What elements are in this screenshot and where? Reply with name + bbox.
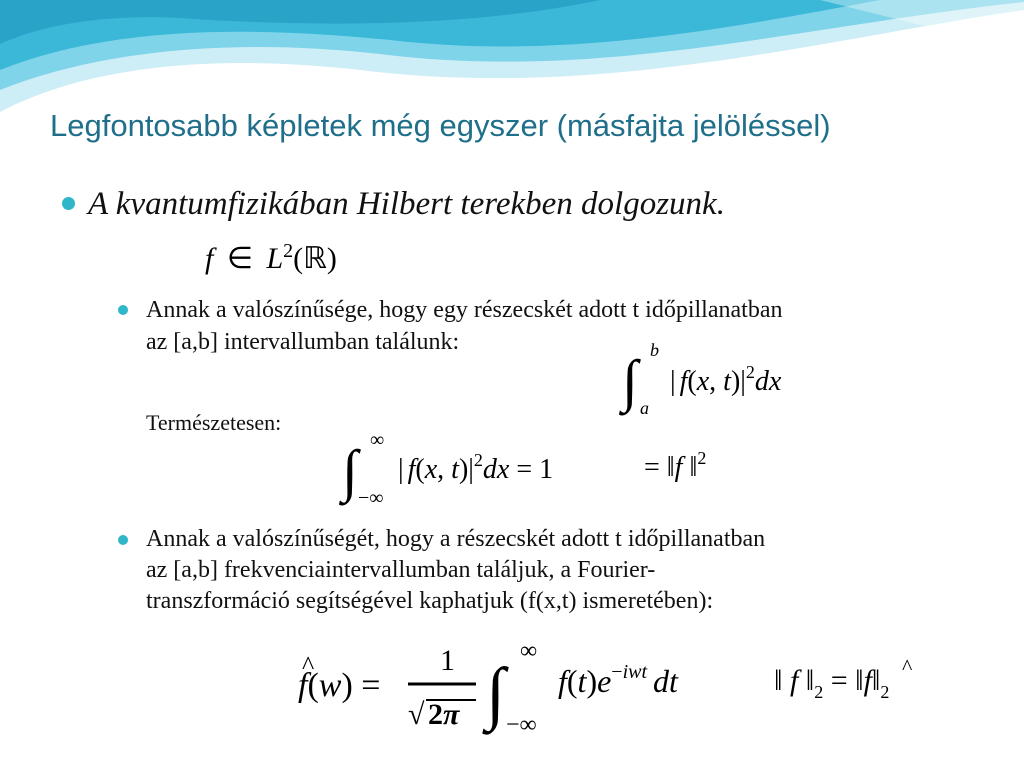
svg-text:f(t)e−iwtdt: f(t)e−iwt dt [558, 661, 678, 699]
formula-in-symbol: ∈ [226, 242, 253, 275]
svg-text:f(w) =: f(w) = [298, 667, 381, 704]
formula-L: L [266, 242, 284, 275]
svg-text:^: ^ [902, 654, 913, 679]
formula-normalization [330, 424, 608, 510]
svg-text:1: 1 [440, 644, 455, 677]
sub-bullet-fourier-line2: az [a,b] frekvenciaintervallumban találjuk, a Fourier- [146, 557, 656, 583]
svg-text:∫: ∫ [622, 348, 638, 413]
page-title: Legfontosabb képletek még egyszer (másfajta jelöléssel) [50, 108, 831, 143]
svg-text:|f(x, t)|2dx: | f(x, $t)|^2dx$ [670, 362, 782, 397]
sub-bullet-probability-line1: Annak a valószínűsége, hogy egy részecskét adott t időpillanatban [146, 297, 783, 323]
formula-exponent: 2 [283, 240, 294, 262]
sub-bullet-marker [118, 305, 128, 315]
formula-norm-squared [638, 444, 738, 488]
bullet-hilbert-space: A kvantumfizikában Hilbert terekben dolgozunk. [88, 186, 725, 222]
naturally-label: Természetesen: [146, 410, 282, 435]
bullet-marker [62, 197, 75, 210]
svg-text:= ‖f ‖2: = ‖f ‖$^2$ [644, 448, 707, 483]
formula-probability-integral [610, 330, 835, 420]
svg-text:2π: 2π [428, 698, 460, 731]
sub-bullet-probability-line2: az [a,b] intervallumban találunk: [146, 329, 460, 355]
formula-fourier-transform [290, 630, 730, 738]
svg-text:−∞: −∞ [506, 712, 537, 738]
svg-text:∞: ∞ [370, 429, 385, 451]
svg-text:∫: ∫ [342, 438, 358, 503]
svg-text:∫: ∫ [486, 655, 506, 732]
svg-text:∞: ∞ [520, 638, 538, 664]
formula-reals: (ℝ) [293, 242, 337, 275]
header-wave-decoration [0, 0, 1024, 120]
formula-plancherel [770, 652, 956, 708]
sub-bullet-fourier-line3: transzformáció segítségével kaphatjuk (f(x,t) ismeretében): [146, 588, 714, 614]
svg-text:−∞: −∞ [358, 487, 384, 509]
svg-text:‖ f ‖2 = ‖f‖2: ‖ f $‖_2$ = $‖f‖_2$ [774, 664, 890, 702]
formula-f: f [205, 242, 214, 275]
svg-text:^: ^ [302, 651, 315, 680]
sub-bullet-marker [118, 535, 128, 545]
svg-text:√: √ [408, 698, 425, 731]
sub-bullet-fourier-line1: Annak a valószínűségét, hogy a részecskét adott t időpillanatban [146, 526, 766, 552]
svg-text:a: a [640, 398, 649, 418]
svg-text:|f(x, t)|2dx = 1: | f(x, $t)|^2dx = 1$ [398, 450, 554, 485]
formula-hilbert-space [205, 240, 337, 276]
svg-text:b: b [650, 340, 659, 360]
